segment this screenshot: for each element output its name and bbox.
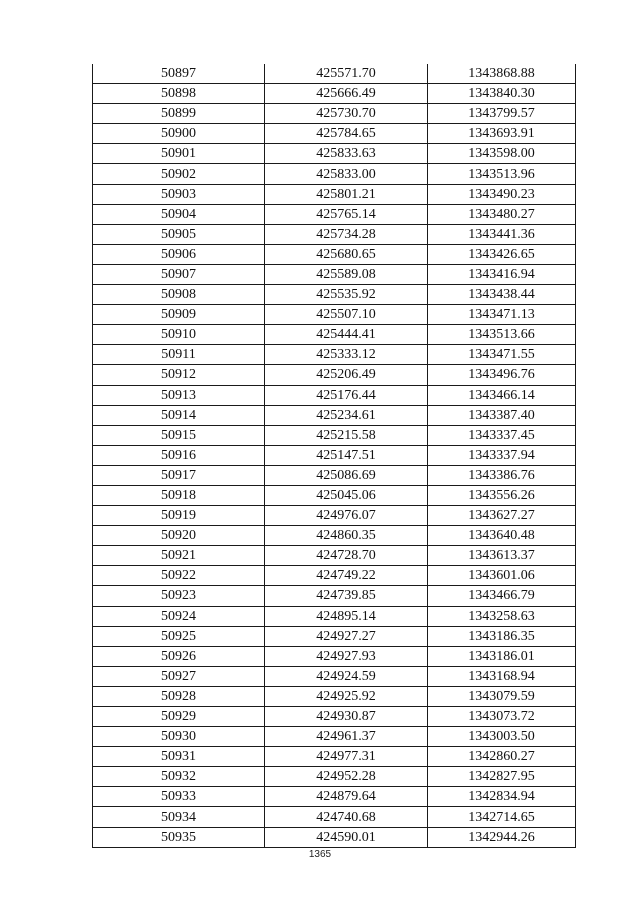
point-id-cell: 50900 bbox=[93, 124, 265, 144]
table-row bbox=[93, 244, 576, 264]
point-id-cell: 50933 bbox=[93, 787, 265, 807]
y-coordinate-cell: 1343186.01 bbox=[428, 646, 576, 666]
x-coordinate-cell: 425734.28 bbox=[265, 224, 428, 244]
table-row bbox=[93, 546, 576, 566]
x-coordinate-cell: 425333.12 bbox=[265, 345, 428, 365]
x-coordinate-cell: 424739.85 bbox=[265, 586, 428, 606]
point-id-cell: 50904 bbox=[93, 204, 265, 224]
point-id-cell: 50898 bbox=[93, 84, 265, 104]
x-coordinate-cell: 424976.07 bbox=[265, 506, 428, 526]
table-row bbox=[93, 204, 576, 224]
table-row bbox=[93, 365, 576, 385]
y-coordinate-cell: 1343640.48 bbox=[428, 526, 576, 546]
y-coordinate-cell: 1343627.27 bbox=[428, 506, 576, 526]
table-row bbox=[93, 707, 576, 727]
x-coordinate-cell: 425833.00 bbox=[265, 164, 428, 184]
point-id-cell: 50919 bbox=[93, 506, 265, 526]
y-coordinate-cell: 1343186.35 bbox=[428, 626, 576, 646]
table-row bbox=[93, 345, 576, 365]
y-coordinate-cell: 1343693.91 bbox=[428, 124, 576, 144]
point-id-cell: 50914 bbox=[93, 405, 265, 425]
table-row bbox=[93, 566, 576, 586]
y-coordinate-cell: 1343480.27 bbox=[428, 204, 576, 224]
table-row bbox=[93, 646, 576, 666]
y-coordinate-cell: 1343840.30 bbox=[428, 84, 576, 104]
y-coordinate-cell: 1343426.65 bbox=[428, 244, 576, 264]
y-coordinate-cell: 1343556.26 bbox=[428, 485, 576, 505]
point-id-cell: 50931 bbox=[93, 747, 265, 767]
y-coordinate-cell: 1343513.66 bbox=[428, 325, 576, 345]
x-coordinate-cell: 424927.93 bbox=[265, 646, 428, 666]
x-coordinate-cell: 425730.70 bbox=[265, 104, 428, 124]
y-coordinate-cell: 1343471.13 bbox=[428, 305, 576, 325]
point-id-cell: 50901 bbox=[93, 144, 265, 164]
table-row bbox=[93, 425, 576, 445]
x-coordinate-cell: 425444.41 bbox=[265, 325, 428, 345]
point-id-cell: 50906 bbox=[93, 244, 265, 264]
point-id-cell: 50928 bbox=[93, 686, 265, 706]
y-coordinate-cell: 1342714.65 bbox=[428, 807, 576, 827]
x-coordinate-cell: 424860.35 bbox=[265, 526, 428, 546]
point-id-cell: 50917 bbox=[93, 465, 265, 485]
point-id-cell: 50911 bbox=[93, 345, 265, 365]
y-coordinate-cell: 1343490.23 bbox=[428, 184, 576, 204]
table-row bbox=[93, 305, 576, 325]
point-id-cell: 50921 bbox=[93, 546, 265, 566]
x-coordinate-cell: 425086.69 bbox=[265, 465, 428, 485]
table-row bbox=[93, 807, 576, 827]
table-row bbox=[93, 385, 576, 405]
y-coordinate-cell: 1343613.37 bbox=[428, 546, 576, 566]
x-coordinate-cell: 425045.06 bbox=[265, 485, 428, 505]
x-coordinate-cell: 424749.22 bbox=[265, 566, 428, 586]
y-coordinate-cell: 1342827.95 bbox=[428, 767, 576, 787]
x-coordinate-cell: 425589.08 bbox=[265, 264, 428, 284]
x-coordinate-cell: 425176.44 bbox=[265, 385, 428, 405]
table-row bbox=[93, 144, 576, 164]
point-id-cell: 50922 bbox=[93, 566, 265, 586]
coordinate-table-container bbox=[92, 64, 575, 848]
x-coordinate-cell: 424728.70 bbox=[265, 546, 428, 566]
y-coordinate-cell: 1342944.26 bbox=[428, 827, 576, 847]
x-coordinate-cell: 424930.87 bbox=[265, 707, 428, 727]
x-coordinate-cell: 424740.68 bbox=[265, 807, 428, 827]
point-id-cell: 50913 bbox=[93, 385, 265, 405]
y-coordinate-cell: 1343471.55 bbox=[428, 345, 576, 365]
point-id-cell: 50918 bbox=[93, 485, 265, 505]
x-coordinate-cell: 424590.01 bbox=[265, 827, 428, 847]
x-coordinate-cell: 425680.65 bbox=[265, 244, 428, 264]
point-id-cell: 50905 bbox=[93, 224, 265, 244]
point-id-cell: 50923 bbox=[93, 586, 265, 606]
table-row bbox=[93, 84, 576, 104]
y-coordinate-cell: 1343258.63 bbox=[428, 606, 576, 626]
table-row bbox=[93, 827, 576, 847]
y-coordinate-cell: 1342860.27 bbox=[428, 747, 576, 767]
point-id-cell: 50897 bbox=[93, 64, 265, 84]
table-row bbox=[93, 686, 576, 706]
page-number: 1365 bbox=[308, 849, 332, 860]
table-row bbox=[93, 586, 576, 606]
x-coordinate-cell: 424952.28 bbox=[265, 767, 428, 787]
table-row bbox=[93, 164, 576, 184]
x-coordinate-cell: 424879.64 bbox=[265, 787, 428, 807]
point-id-cell: 50916 bbox=[93, 445, 265, 465]
y-coordinate-cell: 1343073.72 bbox=[428, 707, 576, 727]
y-coordinate-cell: 1343386.76 bbox=[428, 465, 576, 485]
table-row bbox=[93, 506, 576, 526]
x-coordinate-cell: 424924.59 bbox=[265, 666, 428, 686]
point-id-cell: 50912 bbox=[93, 365, 265, 385]
y-coordinate-cell: 1343168.94 bbox=[428, 666, 576, 686]
table-row bbox=[93, 224, 576, 244]
point-id-cell: 50926 bbox=[93, 646, 265, 666]
table-row bbox=[93, 727, 576, 747]
table-row bbox=[93, 104, 576, 124]
table-row bbox=[93, 485, 576, 505]
table-body bbox=[93, 64, 576, 847]
table-row bbox=[93, 405, 576, 425]
y-coordinate-cell: 1343466.14 bbox=[428, 385, 576, 405]
x-coordinate-cell: 425507.10 bbox=[265, 305, 428, 325]
y-coordinate-cell: 1343868.88 bbox=[428, 64, 576, 84]
table-row bbox=[93, 264, 576, 284]
point-id-cell: 50909 bbox=[93, 305, 265, 325]
point-id-cell: 50907 bbox=[93, 264, 265, 284]
x-coordinate-cell: 425666.49 bbox=[265, 84, 428, 104]
y-coordinate-cell: 1343438.44 bbox=[428, 285, 576, 305]
coordinate-table bbox=[92, 64, 576, 848]
table-row bbox=[93, 64, 576, 84]
point-id-cell: 50934 bbox=[93, 807, 265, 827]
table-row bbox=[93, 184, 576, 204]
x-coordinate-cell: 425801.21 bbox=[265, 184, 428, 204]
table-row bbox=[93, 747, 576, 767]
table-row bbox=[93, 285, 576, 305]
point-id-cell: 50929 bbox=[93, 707, 265, 727]
y-coordinate-cell: 1343337.94 bbox=[428, 445, 576, 465]
point-id-cell: 50935 bbox=[93, 827, 265, 847]
x-coordinate-cell: 425206.49 bbox=[265, 365, 428, 385]
y-coordinate-cell: 1343416.94 bbox=[428, 264, 576, 284]
x-coordinate-cell: 425784.65 bbox=[265, 124, 428, 144]
x-coordinate-cell: 424961.37 bbox=[265, 727, 428, 747]
point-id-cell: 50908 bbox=[93, 285, 265, 305]
x-coordinate-cell: 425234.61 bbox=[265, 405, 428, 425]
x-coordinate-cell: 424977.31 bbox=[265, 747, 428, 767]
x-coordinate-cell: 425147.51 bbox=[265, 445, 428, 465]
y-coordinate-cell: 1343003.50 bbox=[428, 727, 576, 747]
y-coordinate-cell: 1343496.76 bbox=[428, 365, 576, 385]
x-coordinate-cell: 425765.14 bbox=[265, 204, 428, 224]
x-coordinate-cell: 425833.63 bbox=[265, 144, 428, 164]
y-coordinate-cell: 1343337.45 bbox=[428, 425, 576, 445]
point-id-cell: 50910 bbox=[93, 325, 265, 345]
table-row bbox=[93, 767, 576, 787]
point-id-cell: 50932 bbox=[93, 767, 265, 787]
point-id-cell: 50915 bbox=[93, 425, 265, 445]
point-id-cell: 50899 bbox=[93, 104, 265, 124]
y-coordinate-cell: 1342834.94 bbox=[428, 787, 576, 807]
point-id-cell: 50924 bbox=[93, 606, 265, 626]
point-id-cell: 50930 bbox=[93, 727, 265, 747]
table-row bbox=[93, 787, 576, 807]
y-coordinate-cell: 1343601.06 bbox=[428, 566, 576, 586]
x-coordinate-cell: 425535.92 bbox=[265, 285, 428, 305]
table-row bbox=[93, 666, 576, 686]
x-coordinate-cell: 424927.27 bbox=[265, 626, 428, 646]
x-coordinate-cell: 424925.92 bbox=[265, 686, 428, 706]
x-coordinate-cell: 425571.70 bbox=[265, 64, 428, 84]
x-coordinate-cell: 424895.14 bbox=[265, 606, 428, 626]
x-coordinate-cell: 425215.58 bbox=[265, 425, 428, 445]
point-id-cell: 50920 bbox=[93, 526, 265, 546]
y-coordinate-cell: 1343513.96 bbox=[428, 164, 576, 184]
y-coordinate-cell: 1343441.36 bbox=[428, 224, 576, 244]
point-id-cell: 50925 bbox=[93, 626, 265, 646]
y-coordinate-cell: 1343387.40 bbox=[428, 405, 576, 425]
y-coordinate-cell: 1343079.59 bbox=[428, 686, 576, 706]
table-row bbox=[93, 465, 576, 485]
y-coordinate-cell: 1343598.00 bbox=[428, 144, 576, 164]
table-row bbox=[93, 445, 576, 465]
y-coordinate-cell: 1343466.79 bbox=[428, 586, 576, 606]
table-row bbox=[93, 526, 576, 546]
point-id-cell: 50902 bbox=[93, 164, 265, 184]
table-row bbox=[93, 124, 576, 144]
y-coordinate-cell: 1343799.57 bbox=[428, 104, 576, 124]
point-id-cell: 50927 bbox=[93, 666, 265, 686]
point-id-cell: 50903 bbox=[93, 184, 265, 204]
table-row bbox=[93, 626, 576, 646]
table-row bbox=[93, 325, 576, 345]
table-row bbox=[93, 606, 576, 626]
